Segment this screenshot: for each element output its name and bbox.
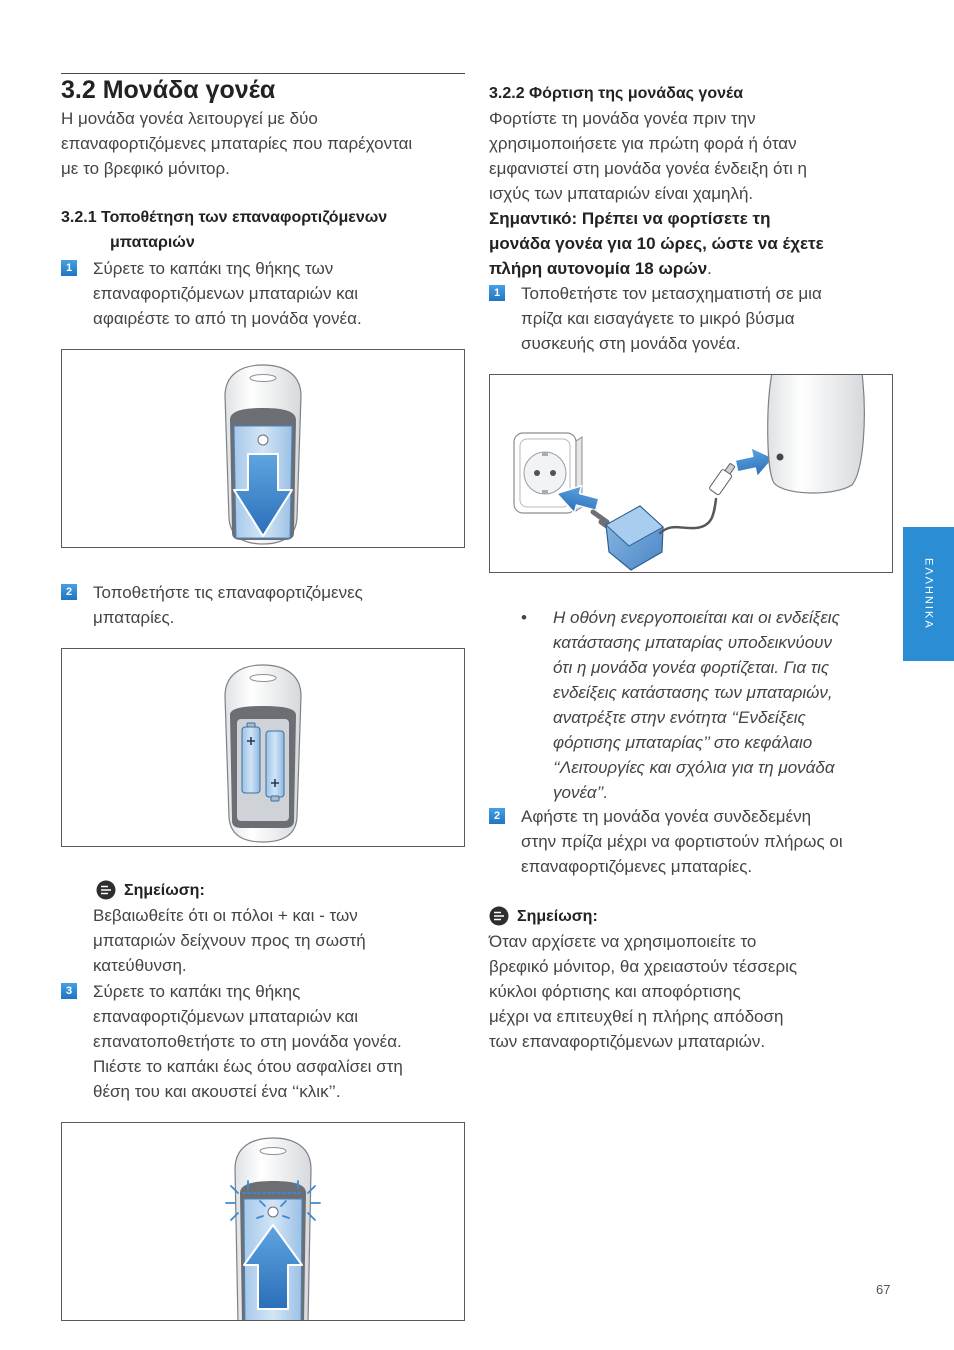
- step-text: Σύρετε το καπάκι της θήκης των επαναφορτιζόμενων μπαταριών και αφαιρέστε το από τη μονάδα γονέα.: [93, 258, 362, 328]
- parent-unit-side: [768, 375, 865, 493]
- step-number-badge: 1: [489, 285, 505, 301]
- bullet-marker: •: [521, 607, 527, 627]
- charging-step-1: [489, 281, 893, 356]
- step-text: Σύρετε το καπάκι της θήκης επαναφορτιζόμενων μπαταριών και επανατοποθετήστε το στη μονάδα γονέα. Πιέστε το καπάκι έως ότου ασφαλίσει στη θέση του και ακουστεί ένα ‘‘κλικ’’.: [93, 981, 403, 1101]
- illustration-refit-cover: [61, 1122, 465, 1321]
- note-text: Όταν αρχίσετε να χρησιμοποιείτε το βρεφικό μόνιτορ, θα χρειαστούν τέσσερις κύκλοι φόρτισης και αποφόρτισης μέχρι να επιτευχθεί η πλήρης απόδοση των επαναφορτιζόμενων μπαταριών.: [489, 931, 798, 1051]
- charging-socket: [777, 454, 784, 461]
- illustration-charging-drawing: [490, 375, 892, 572]
- important-notice-end: .: [707, 258, 712, 278]
- device-plug: [709, 462, 738, 496]
- language-tab-label: ΕΛΛΗΝΙΚΑ: [922, 558, 935, 630]
- battery-right: [266, 731, 284, 801]
- note-title: Σημείωση:: [124, 881, 205, 899]
- step-1-remove-cover: [61, 256, 465, 331]
- step-number-badge: 3: [61, 983, 77, 999]
- language-tab: [903, 527, 954, 661]
- section-intro: Η μονάδα γονέα λειτουργεί με δύο επαναφορτιζόμενες μπαταρίες που παρέχονται με το βρεφικό μόνιτορ.: [61, 108, 413, 178]
- subsection-title-battery-insertion: 3.2.1 Τοποθέτηση των επαναφορτιζόμενων μπαταριών: [61, 208, 388, 251]
- illustration-remove-cover: [61, 349, 465, 548]
- illustration-insert-batteries-drawing: [62, 649, 464, 846]
- parent-unit-back: [225, 665, 301, 842]
- step-number-badge: 2: [489, 808, 505, 824]
- note-text: Βεβαιωθείτε ότι οι πόλοι + και - των μπαταριών δείχνουν προς τη σωστή κατεύθυνση.: [93, 905, 366, 975]
- subsection-title-charging: 3.2.2 Φόρτιση της μονάδας γονέα: [489, 84, 744, 102]
- charging-step-2: [489, 804, 893, 879]
- step-3-refit-cover: [61, 979, 465, 1104]
- cover-screw: [258, 435, 268, 445]
- illustration-charging: [489, 374, 893, 573]
- illustration-refit-cover-drawing: [62, 1123, 464, 1320]
- battery-left: [242, 723, 260, 793]
- power-adapter: [593, 506, 663, 570]
- section-rule: [61, 73, 465, 74]
- page-number: 67: [876, 1282, 891, 1297]
- note-icon: [489, 906, 509, 926]
- bullet-text: Η οθόνη ενεργοποιείται και οι ενδείξεις κατάστασης μπαταρίας υποδεικνύουν ότι η μονάδα γονέα φορτίζεται. Για τις ενδείξεις κατάστασης των μπαταριών, ανατρέξτε στην ενότητα ‘‘Ενδείξεις φόρτισης μπαταρίας’’ στο κεφάλαιο ‘‘Λειτουργίες και σχόλια για τη μονάδα γονέα’’.: [553, 607, 840, 802]
- step-number-badge: 2: [61, 584, 77, 600]
- important-notice: [489, 206, 893, 281]
- important-notice-text: Σημαντικό: Πρέπει να φορτίσετε τη μονάδα γονέα για 10 ώρες, ώστε να έχετε πλήρη αυτονομία 18 ωρών: [489, 208, 824, 278]
- step-text: Τοποθετήστε τις επαναφορτιζόμενες μπαταρίες.: [93, 582, 363, 627]
- step-text: Τοποθετήστε τον μετασχηματιστή σε μια πρίζα και εισαγάγετε το μικρό βύσμα συσκευής στη μονάδα γονέα.: [521, 283, 822, 353]
- illustration-insert-batteries: [61, 648, 465, 847]
- note-title: Σημείωση:: [517, 907, 598, 925]
- cover-screw: [268, 1207, 278, 1217]
- adapter-cable: [660, 499, 716, 533]
- charging-intro: Φορτίστε τη μονάδα γονέα πριν την χρησιμοποιήσετε για πρώτη φορά ή όταν εμφανιστεί στη μονάδα γονέα ένδειξη ότι η ισχύς των μπαταριών είναι χαμηλή.: [489, 108, 807, 203]
- step-text: Αφήστε τη μονάδα γονέα συνδεδεμένη στην πρίζα μέχρι να φορτιστούν πλήρως οι επαναφορτιζόμενες μπαταρίες.: [521, 806, 843, 876]
- step-2-insert-batteries: [61, 580, 465, 630]
- note-icon: [96, 880, 116, 900]
- section-title: 3.2 Μονάδα γονέα: [61, 76, 276, 104]
- illustration-remove-cover-drawing: [62, 350, 464, 547]
- step-number-badge: 1: [61, 260, 77, 276]
